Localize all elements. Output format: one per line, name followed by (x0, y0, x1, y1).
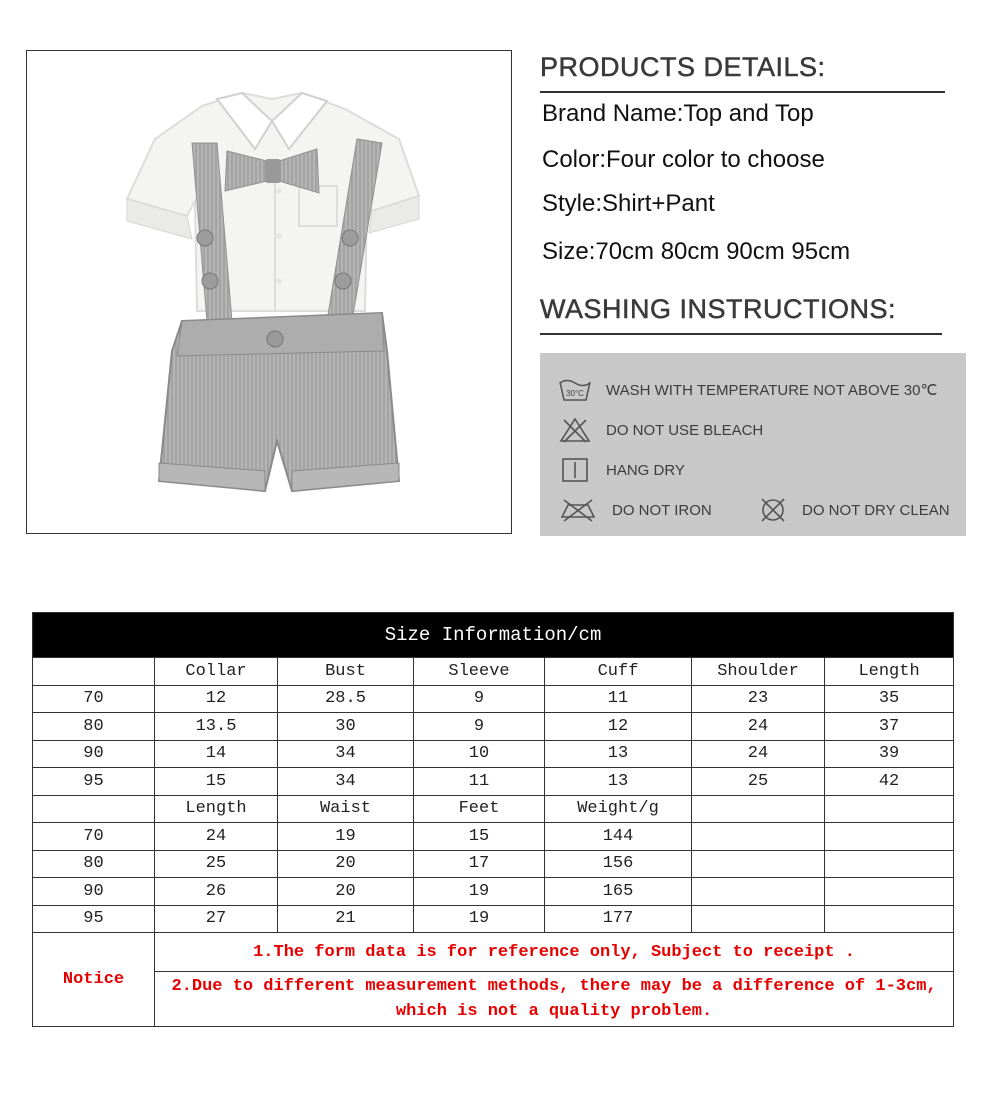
brand-name-text: Brand Name:Top and Top (542, 100, 814, 127)
table-row (33, 685, 954, 713)
table-cell (825, 905, 954, 933)
table-cell (825, 878, 954, 906)
table-cell: 28.5 (278, 685, 414, 713)
hang-dry-icon (558, 457, 592, 483)
wash-item-label: HANG DRY (606, 461, 685, 479)
table-cell (33, 795, 155, 823)
table-cell: 70 (33, 685, 155, 713)
table-cell: 9 (414, 685, 545, 713)
table-cell: 26 (155, 878, 278, 906)
table-cell: 39 (825, 740, 954, 768)
table-cell: Length (155, 795, 278, 823)
table-cell: Feet (414, 795, 545, 823)
table-cell: 90 (33, 740, 155, 768)
table-cell: 20 (278, 850, 414, 878)
table-cell: 25 (155, 850, 278, 878)
wash-item (558, 497, 712, 523)
washing-title: WASHING INSTRUCTIONS: (540, 294, 942, 335)
style-text: Style:Shirt+Pant (542, 190, 715, 217)
table-cell: 165 (545, 878, 692, 906)
table-cell (692, 823, 825, 851)
table-cell: 10 (414, 740, 545, 768)
table-cell: 11 (545, 685, 692, 713)
table-cell: Weight/g (545, 795, 692, 823)
table-cell (825, 795, 954, 823)
table-row (33, 713, 954, 741)
wash-item-label: DO NOT DRY CLEAN (802, 501, 950, 519)
table-cell: 15 (414, 823, 545, 851)
table-cell: 177 (545, 905, 692, 933)
wash-item-label: DO NOT USE BLEACH (606, 421, 764, 439)
notice-text-1: 1.The form data is for reference only, Subject to receipt . (155, 933, 954, 972)
table-cell: 13.5 (155, 713, 278, 741)
outfit-illustration (27, 51, 511, 533)
wash-item (558, 457, 685, 483)
table-cell: 27 (155, 905, 278, 933)
table-cell: 19 (414, 905, 545, 933)
product-photo (26, 50, 512, 534)
table-cell: 156 (545, 850, 692, 878)
table-cell: 11 (414, 768, 545, 796)
table-cell: 24 (692, 713, 825, 741)
table-row (33, 823, 954, 851)
table-cell (692, 878, 825, 906)
table-cell: 30 (278, 713, 414, 741)
table-cell: 35 (825, 685, 954, 713)
table-cell: Collar (155, 658, 278, 686)
table-row (33, 905, 954, 933)
table-cell: 13 (545, 740, 692, 768)
size-information-table (32, 612, 954, 1027)
table-cell: Length (825, 658, 954, 686)
table-cell: 24 (692, 740, 825, 768)
wash-item-label: DO NOT IRON (612, 501, 712, 519)
washing-instructions-panel (540, 353, 966, 536)
table-cell: 95 (33, 768, 155, 796)
notice-text-2: 2.Due to different measurement methods, there may be a difference of 1-3cm, which is not a quality problem. (155, 972, 954, 1027)
table-row (33, 878, 954, 906)
wash-30-icon (558, 377, 592, 403)
color-text: Color:Four color to choose (542, 146, 825, 173)
table-cell: 95 (33, 905, 155, 933)
svg-text:30°C: 30°C (566, 389, 584, 398)
table-cell (692, 850, 825, 878)
table-cell: 14 (155, 740, 278, 768)
table-cell: Bust (278, 658, 414, 686)
table-cell: 19 (414, 878, 545, 906)
table-cell: 80 (33, 713, 155, 741)
table-cell: 9 (414, 713, 545, 741)
table-cell: 90 (33, 878, 155, 906)
table-row (33, 740, 954, 768)
table-cell: 17 (414, 850, 545, 878)
table-cell (825, 823, 954, 851)
table-cell: 24 (155, 823, 278, 851)
washing-section (540, 294, 942, 335)
table-cell: 144 (545, 823, 692, 851)
table-cell: 42 (825, 768, 954, 796)
table-cell: 80 (33, 850, 155, 878)
table-header-row (33, 795, 954, 823)
table-cell (33, 658, 155, 686)
table-cell: 23 (692, 685, 825, 713)
table-cell: Shoulder (692, 658, 825, 686)
product-details-title: PRODUCTS DETAILS: (540, 52, 945, 93)
table-cell (692, 905, 825, 933)
table-cell: 19 (278, 823, 414, 851)
table-cell: Cuff (545, 658, 692, 686)
notice-row (33, 972, 954, 1027)
table-cell (692, 795, 825, 823)
notice-label: Notice (33, 933, 155, 1027)
table-cell: 70 (33, 823, 155, 851)
table-cell: Sleeve (414, 658, 545, 686)
table-cell (825, 850, 954, 878)
table-cell: Waist (278, 795, 414, 823)
table-body (33, 658, 954, 1027)
wash-item-label: WASH WITH TEMPERATURE NOT ABOVE 30℃ (606, 382, 938, 399)
table-title: Size Information/cm (33, 613, 954, 658)
wash-item (558, 377, 937, 403)
table-cell: 21 (278, 905, 414, 933)
product-details-section (540, 52, 945, 265)
table-cell: 12 (155, 685, 278, 713)
table-header-row (33, 658, 954, 686)
wash-item (758, 497, 950, 523)
table-row (33, 768, 954, 796)
no-iron-icon (558, 497, 598, 523)
table-cell: 12 (545, 713, 692, 741)
table-cell: 20 (278, 878, 414, 906)
table-cell: 13 (545, 768, 692, 796)
notice-row (33, 933, 954, 972)
table-cell: 25 (692, 768, 825, 796)
table-cell: 34 (278, 740, 414, 768)
table-cell: 37 (825, 713, 954, 741)
no-bleach-icon (558, 417, 592, 443)
no-dry-clean-icon (758, 497, 788, 523)
size-text: Size:70cm 80cm 90cm 95cm (542, 238, 851, 265)
table-cell: 15 (155, 768, 278, 796)
table-row (33, 850, 954, 878)
table-cell: 34 (278, 768, 414, 796)
wash-item (558, 417, 763, 443)
